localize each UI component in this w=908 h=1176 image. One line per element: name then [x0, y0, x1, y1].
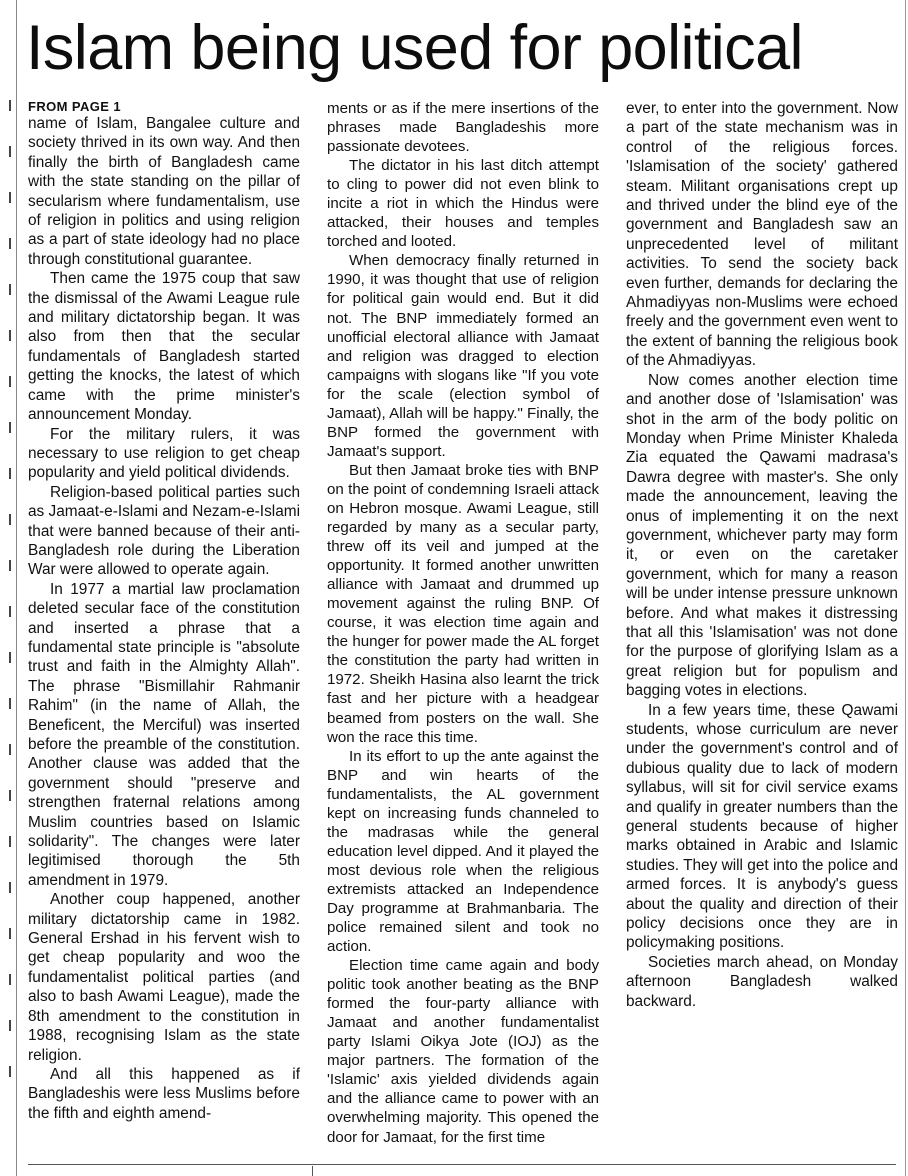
article-column-1 [28, 99, 300, 1151]
article-column-2 [327, 99, 599, 1151]
article-paragraph: For the military rulers, it was necessary to use religion to get cheap popularity and yield political dividends. [28, 425, 300, 482]
article-paragraph: Then came the 1975 coup that saw the dismissal of the Awami League rule and military dictatorship began. It was also from then that the secular fundamentals of Bangladesh started getting the knocks, the latest of which came with the prime minister's announcement Monday. [28, 270, 300, 424]
article-body [28, 99, 898, 1151]
article-paragraph: In 1977 a martial law proclamation deleted secular face of the constitution and inserted a phrase that a fundamental state principle is "absolute trust and faith in the Almighty Allah". The phrase "Bismillahir Rahmanir Rahim" (in the name of Allah, the Beneficent, the Merciful) was inserted before the preamble of the constitution. Another clause was added that the government should "preserve and strengthen fraternal relations among Muslim countries based on Islamic solidarity". The changes were later legitimised thorough the 5th amendment in 1979. [28, 580, 300, 889]
article-paragraph: Election time came again and body politic took another beating as the BNP formed the four-party alliance with Jamaat and another fundamentalist party Islami Oikya Jote (IOJ) as the major partners. The formation of the 'Islamic' axis yielded dividends again and the alliance came to power with an overwhelming majority. This opened the door for Jamaat, for the first time [327, 957, 599, 1146]
article-paragraph: Now comes another election time and another dose of 'Islamisation' was shot in the arm of the body politic on Monday when Prime Minister Khaleda Zia equated the Qawami madrasa's Dawra degree with master's. She only made the announcement, leaving the onus of implementing it on the next government, whichever party may form it, or even on the caretaker government, which for many a reason will be under intense pressure unknown before. And what makes it distressing that all this 'Islamisation' was not done for the purpose of glorifying Islam as a great religion but for populism and bagging votes in elections. [626, 371, 898, 700]
article-paragraph: But then Jamaat broke ties with BNP on the point of condemning Israeli attack on Hebron mosque. Awami League, still regarded by many as a secular party, threw off its veil and jumped at the opportunity. It formed another unwritten alliance with Jamaat and drummed up movement against the ruling BNP. Of course, it was election time again and the hunger for power made the AL forget the constitution the party had written in 1972. Sheikh Hasina also learnt the trick fast and her picture with a headgear beamed from posters on the wall. She won the race this time. [327, 461, 599, 746]
left-margin-fragments [6, 100, 14, 1112]
article-paragraph: Another coup happened, another military dictatorship came in 1982. General Ershad in his fervent wish to get cheap popularity and woo the fundamentalist political parties (and also to bash Awami League), made the 8th amendment to the constitution in 1988, recognising Islam as the state religion. [28, 891, 300, 1064]
article-column-3 [626, 99, 898, 1151]
article-paragraph: In its effort to up the ante against the BNP and win hearts of the fundamentalists, the AL government kept on increasing funds channeled to the madrasas while the general education level dipped. And it played the most devious role when the religious extremists attacked an Independence Day programme at Brahmanbaria. The police remained silent and took no action. [327, 747, 599, 956]
article-paragraph: Societies march ahead, on Monday afternoon Bangladesh walked backward. [626, 953, 898, 1010]
bottom-divider-tick [312, 1166, 313, 1176]
article-paragraph: When democracy finally returned in 1990, it was thought that use of religion for political gain would end. But it did not. The BNP immediately formed an unofficial electoral alliance with Jamaat and religion was dragged to election campaigns with slogans like "If you vote for the scale (election symbol of Jamaat), Allah will be happy." Finally, the BNP formed the government with Jamaat's support. [327, 252, 599, 460]
article-paragraph: name of Islam, Bangalee culture and society thrived in its own way. And then finally the birth of Bangladesh came with the state standing on the pillar of secularism where fundamentalism, use of religion in politics and using religion as a part of state ideology had no place through constitutional guarantee. [28, 115, 300, 268]
bottom-rule [28, 1164, 896, 1165]
article-paragraph: The dictator in his last ditch attempt to cling to power did not even blink to incite a riot in which the Hindus were attacked, their houses and temples torched and looted. [327, 157, 599, 251]
right-page-rule [905, 0, 906, 1176]
article-headline: Islam being used for political [26, 13, 803, 83]
article-paragraph: ments or as if the mere insertions of the phrases made Bangladeshis more passionate devotees. [327, 100, 599, 156]
jump-label: FROM PAGE 1 [28, 99, 122, 114]
article-paragraph: And all this happened as if Bangladeshis were less Muslims before the fifth and eighth amend- [28, 1065, 300, 1122]
article-paragraph: ever, to enter into the government. Now a part of the state mechanism was in control of the religious forces. 'Islamisation of the society' gathered steam. Militant organisations crept up and thrived under the blind eye of the government and Bangladesh saw an unprecedented level of militant activities. To send the society back even further, demands for declaring the Ahmadiyyas non-Muslims were echoed freely and the government even went to the extent of banning the religious book of the Ahmadiyyas. [626, 100, 898, 370]
article-paragraph: Religion-based political parties such as Jamaat-e-Islami and Nezam-e-Islami that were banned because of their anti-Bangladesh role during the Liberation War were allowed to operate again. [28, 483, 300, 579]
left-column-rule [16, 0, 17, 1176]
article-paragraph: In a few years time, these Qawami students, whose curriculum are never under the government's control and of dubious quality due to lack of modern syllabus, will sit for civil service exams and qualify in greater numbers than the general students because of higher marks obtained in Arabic and Islamic studies. They will get into the police and armed forces. It is anybody's guess about the quality and direction of their policy decisions once they are in policymaking positions. [626, 701, 898, 952]
